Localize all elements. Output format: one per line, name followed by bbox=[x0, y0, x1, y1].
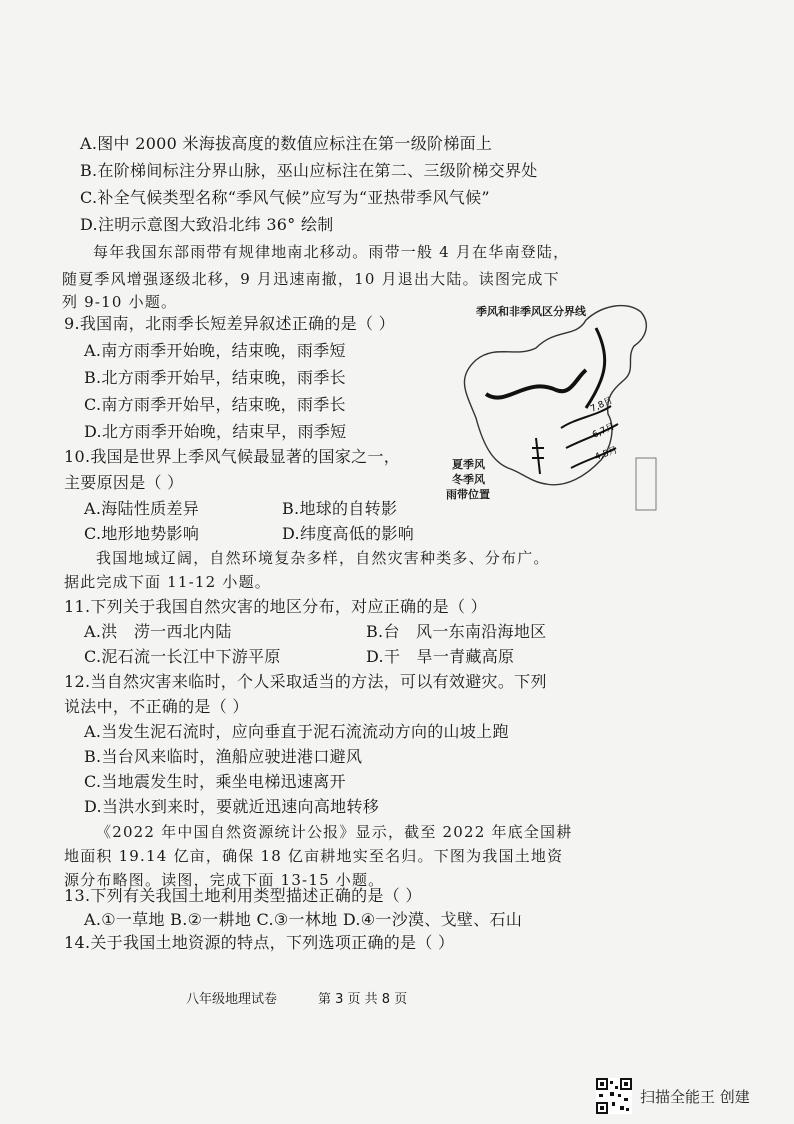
q14-stem: 14.关于我国土地资源的特点，下列选项正确的是（ ） bbox=[64, 933, 455, 952]
q10-stem-line1: 10.我国是世界上季风气候最显著的国家之一， bbox=[64, 447, 401, 466]
legend-summer-monsoon: 夏季风 bbox=[452, 458, 485, 471]
boundary-northeast-line bbox=[586, 328, 605, 408]
map-title: 季风和非季风区分界线 bbox=[476, 305, 586, 318]
q10-option-a: A.海陆性质差异 bbox=[84, 499, 200, 518]
q8-option-c: C.补全气候类型名称“季风气候”应写为“亚热带季风气候” bbox=[80, 188, 490, 207]
q12-option-d: D.当洪水到来时，要就近迅速向高地转移 bbox=[84, 797, 380, 816]
legend-winter-monsoon: 冬季风 bbox=[452, 473, 485, 486]
band-label-7-8: 7,8月 bbox=[589, 395, 615, 415]
q12-option-a: A.当发生泥石流时，应向垂直于泥石流流动方向的山坡上跑 bbox=[84, 722, 509, 741]
winter-monsoon-arrow bbox=[532, 438, 544, 474]
q10-option-b: B.地球的自转影 bbox=[282, 499, 398, 518]
q12-option-c: C.当地震发生时，乘坐电梯迅速离开 bbox=[84, 772, 346, 791]
q12-option-b: B.当台风来临时，渔船应驶进港口避风 bbox=[84, 747, 363, 766]
south-sea-inset bbox=[636, 458, 656, 510]
q9-option-c: C.南方雨季开始早，结束晚，雨季长 bbox=[84, 395, 346, 414]
footer-exam-name: 八年级地理试卷 bbox=[186, 992, 278, 1007]
q13-stem: 13.下列有关我国土地利用类型描述正确的是（ ） bbox=[64, 886, 422, 905]
q9-option-d: D.北方雨季开始晚，结束早，雨季短 bbox=[84, 422, 347, 441]
monsoon-boundary-line bbox=[486, 370, 586, 398]
scanner-watermark: 扫描全能王 创建 bbox=[640, 1088, 750, 1106]
q13-options: A.①一草地 B.②一耕地 C.③一林地 D.④一沙漠、戈壁、石山 bbox=[84, 910, 523, 929]
q11-option-b: B.台 风一东南沿海地区 bbox=[366, 622, 547, 641]
intro-9-10-line2: 随夏季风增强逐级北移，9 月迅速南撤，10 月退出大陆。读图完成下 bbox=[62, 270, 560, 288]
q11-option-d: D.干 旱一青藏高原 bbox=[366, 647, 515, 666]
q11-option-a: A.洪 涝一西北内陆 bbox=[84, 622, 232, 641]
q10-option-c: C.地形地势影响 bbox=[84, 524, 200, 543]
intro-13-15-line3: 源分布略图。读图，完成下面 13-15 小题。 bbox=[64, 871, 385, 889]
q8-option-a: A.图中 2000 米海拔高度的数值应标注在第一级阶梯面上 bbox=[80, 134, 493, 153]
intro-9-10-line1: 每年我国东部雨带有规律地南北移动。雨带一般 4 月在华南登陆， bbox=[93, 243, 570, 261]
intro-13-15-line2: 地面积 19.14 亿亩，确保 18 亿亩耕地实至名归。下图为我国土地资 bbox=[64, 847, 564, 865]
q10-stem-line2: 主要原因是（ ） bbox=[64, 473, 184, 492]
q8-option-b: B.在阶梯间标注分界山脉，巫山应标注在第二、三级阶梯交界处 bbox=[80, 161, 538, 180]
q11-option-c: C.泥石流一长江中下游平原 bbox=[84, 647, 281, 666]
qr-code-icon bbox=[596, 1078, 632, 1114]
q9-stem: 9.我国南，北雨季长短差异叙述正确的是（ ） bbox=[64, 314, 395, 333]
q11-stem: 11.下列关于我国自然灾害的地区分布，对应正确的是（ ） bbox=[64, 597, 487, 616]
q9-option-a: A.南方雨季开始晚，结束晚，雨季短 bbox=[84, 341, 346, 360]
q12-stem-line1: 12.当自然灾害来临时，个人采取适当的方法，可以有效避灾。下列 bbox=[64, 672, 547, 691]
intro-13-15-line1: 《2022 年中国自然资源统计公报》显示，截至 2022 年底全国耕 bbox=[96, 823, 573, 841]
footer-page-number: 第 3 页 共 8 页 bbox=[318, 992, 408, 1007]
band-label-6-7: 6,7月 bbox=[591, 421, 617, 441]
q10-option-d: D.纬度高低的影响 bbox=[282, 524, 415, 543]
intro-11-12-line2: 据此完成下面 11-12 小题。 bbox=[64, 573, 271, 591]
q12-stem-line2: 说法中，不正确的是（ ） bbox=[64, 697, 249, 716]
band-label-4-5: 4,5月 bbox=[593, 445, 619, 463]
q8-option-d: D.注明示意图大致沿北纬 36° 绘制 bbox=[80, 215, 334, 234]
legend-rain-belt: 雨带位置 bbox=[446, 488, 490, 501]
q9-option-b: B.北方雨季开始早，结束晚，雨季长 bbox=[84, 368, 346, 387]
intro-11-12-line1: 我国地域辽阔，自然环境复杂多样，自然灾害种类多、分布广。 bbox=[96, 549, 550, 567]
intro-9-10-line3: 列 9-10 小题。 bbox=[62, 293, 178, 311]
